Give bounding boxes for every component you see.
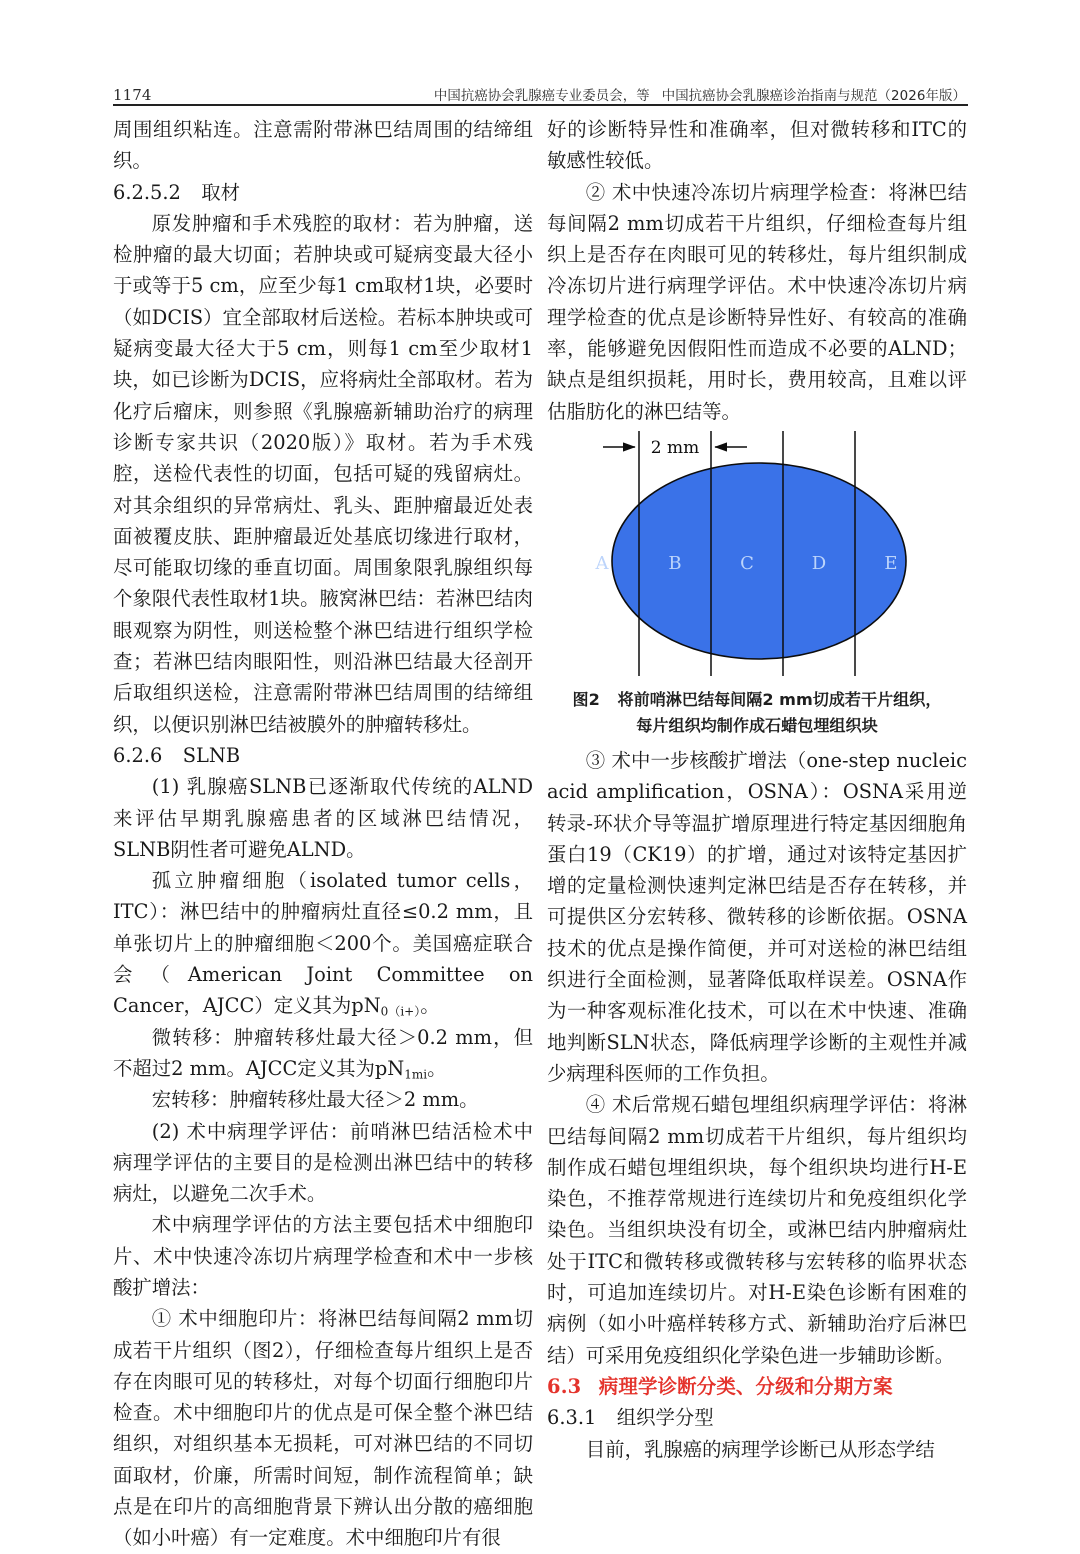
paragraph-left-5	[113, 1022, 533, 1085]
right-text-column	[547, 114, 967, 1465]
running-header	[113, 78, 968, 104]
paragraph-left-7: (2) 术中病理学评估：前哨淋巴结活检术中病理学评估的主要目的是检测出淋巴结中的转移病灶，以避免二次手术。	[113, 1119, 533, 1206]
slice-label-d: D	[811, 553, 827, 574]
running-head-authors: 中国抗癌协会乳腺癌专业委员会，等	[433, 89, 650, 104]
heading-6-2-5-2-number: 6.2.5.2	[113, 180, 181, 204]
paragraph-left-6: 宏转移：肿瘤转移灶最大径＞2 mm。	[151, 1088, 479, 1112]
heading-6-3-number: 6.3	[547, 1374, 582, 1398]
itc-definition-end: 。	[420, 994, 440, 1018]
paragraph-left-8: 术中病理学评估的方法主要包括术中细胞印片、术中快速冷冻切片病理学检查和术中一步核酸扩增法：	[113, 1213, 533, 1299]
pn1mi-subscript: 1mi	[404, 1067, 428, 1082]
heading-6-3-1-title: 组织学分型	[616, 1406, 714, 1430]
dimension-label-2mm: 2 mm	[650, 438, 700, 458]
heading-6-3-1-number: 6.3.1	[547, 1406, 597, 1430]
slice-label-e: E	[884, 553, 898, 574]
itc-definition-text: 孤立肿瘤细胞（isolated tumor cells，ITC）：淋巴结中的肿瘤病灶直径≤0.2 mm，且单张切片上的肿瘤细胞＜200个。美国癌症联合会（American Joint Committee on Cancer，AJCC）定义其为pN	[113, 869, 533, 1018]
micrometastasis-end: 。	[427, 1056, 447, 1080]
slice-label-b: B	[668, 553, 682, 574]
running-head-title: 中国抗癌协会乳腺癌诊治指南与规范（2026年版）	[661, 89, 966, 104]
heading-6-2-6	[113, 740, 533, 771]
figure-2-caption-line-1	[547, 687, 967, 713]
paragraph-left-3: (1) 乳腺癌SLNB已逐渐取代传统的ALND来评估早期乳腺癌患者的区域淋巴结情况，SLNB阴性者可避免ALND。	[113, 775, 533, 861]
paragraph-right-3: ③ 术中一步核酸扩增法（one-step nucleic acid amplification，OSNA）：OSNA采用逆转录-环状介导等温扩增原理进行特定基因细胞角蛋白19（CK19）的扩增，通过对该特定基因扩增的定量检测快速判定淋巴结是否存在转移，并可提供区分宏转移、微转移的诊断依据。OSNA技术的优点是操作简便，并可对送检的淋巴结组织进行全面检测，显著降低取样误差。OSNA作为一种客观标准化技术，可以在术中快速、准确地判断SLN状态，降低病理学诊断的主观性并减少病理科医师的工作负担。	[547, 748, 967, 1085]
figure-2-caption-line-2: 每片组织均制作成石蜡包埋组织块	[636, 716, 878, 735]
heading-6-2-6-title: SLNB	[182, 743, 241, 767]
paragraph-left-2: 原发肿瘤和手术残腔的取材：若为肿瘤，送检肿瘤的最大切面；若肿块或可疑病变最大径小于或等于5 cm，应至少每1 cm取材1块，必要时（如DCIS）宜全部取材后送检。若标本肿块或可疑病变最大径大于5 cm，则每1 cm至少取材1块，如已诊断为DCIS，应将病灶全部取材。若为化疗后瘤床，则参照《乳腺癌新辅助治疗的病理诊断专家共识（2020版）》取材。若为手术残腔，送检代表性的切面，包括可疑的残留病灶。对其余组织的异常病灶、乳头、距肿瘤最近处表面被覆皮肤、距肿瘤最近处基底切缘进行取材，尽可能取切缘的垂直切面。周围象限乳腺组织每个象限代表性取材1块。腋窝淋巴结：若淋巴结肉眼观察为阴性，则送检整个淋巴结进行组织学检查；若淋巴结肉眼阳性，则沿淋巴结最大径剖开后取组织送检，注意需附带淋巴结周围的结缔组织，以便识别淋巴结被膜外的肿瘤转移灶。	[113, 211, 533, 736]
paragraph-right-1: 好的诊断特异性和准确率，但对微转移和ITC的敏感性较低。	[547, 118, 967, 173]
heading-6-2-5-2-title: 取材	[201, 180, 240, 204]
paragraph-left-4	[113, 865, 533, 1021]
figure-2-caption-text-1: 将前哨淋巴结每间隔2 mm切成若干片组织，	[617, 690, 942, 709]
slice-label-c: C	[740, 553, 754, 574]
figure-2	[547, 398, 967, 739]
figure-2-number: 图2	[572, 690, 600, 709]
paragraph-right-4: ④ 术后常规石蜡包埋组织病理学评估：将淋巴结每间隔2 mm切成若干片组织，每片组织均制作成石蜡包埋组织块，每个组织块均进行H-E染色，不推荐常规进行连续切片和免疫组织化学染色。当组织块没有切全，或淋巴结内肿瘤病灶处于ITC和微转移或微转移与宏转移的临界状态时，可追加连续切片。对H-E染色诊断有困难的病例（如小叶癌样转移方式、新辅助治疗后淋巴结）可采用免疫组织化学染色进一步辅助诊断。	[547, 1093, 967, 1367]
running-head-text	[434, 85, 968, 104]
heading-6-2-6-number: 6.2.6	[113, 743, 163, 767]
lymph-node-slicing-diagram	[547, 398, 967, 683]
paragraph-right-5: 目前，乳腺癌的病理学诊断已从形态学结	[585, 1437, 935, 1461]
heading-6-3-1	[547, 1402, 967, 1433]
figure-2-caption	[547, 687, 967, 739]
left-text-column	[113, 114, 533, 1554]
heading-6-3-title: 病理学诊断分类、分级和分期方案	[598, 1374, 893, 1398]
lymph-node-ellipse	[612, 463, 906, 659]
paragraph-right-2: ② 术中快速冷冻切片病理学检查：将淋巴结每间隔2 mm切成若干片组织，仔细检查每片组织上是否存在肉眼可见的转移灶，每片组织制成冷冻切片进行病理学评估。术中快速冷冻切片病理学检查的优点是诊断特异性好、有较高的准确率，能够避免因假阳性而造成不必要的ALND；缺点是组织损耗，用时长，费用较高，且难以评估脂肪化的淋巴结等。	[547, 180, 967, 423]
paragraph-left-1: 周围组织粘连。注意需附带淋巴结周围的结缔组织。	[113, 118, 533, 173]
heading-6-2-5-2	[113, 177, 533, 208]
pn0-subscript: 0（i+）	[380, 1004, 421, 1019]
heading-6-3	[547, 1371, 967, 1402]
slice-label-a: A	[595, 553, 609, 574]
paragraph-left-9: ① 术中细胞印片：将淋巴结每间隔2 mm切成若干片组织（图2），仔细检查每片组织上是否存在肉眼可见的转移灶，对每个切面行细胞印片检查。术中细胞印片的优点是可保全整个淋巴结组织，对组织基本无损耗，可对淋巴结的不同切面取材，价廉，所需时间短，制作流程简单；缺点是在印片的高细胞背景下辨认出分散的癌细胞（如小叶癌）有一定难度。术中细胞印片有很	[113, 1307, 533, 1550]
header-divider-rule	[113, 104, 968, 106]
micrometastasis-text: 微转移：肿瘤转移灶最大径＞0.2 mm，但不超过2 mm。AJCC定义其为pN	[113, 1025, 533, 1080]
page-folio: 1174	[113, 86, 152, 104]
